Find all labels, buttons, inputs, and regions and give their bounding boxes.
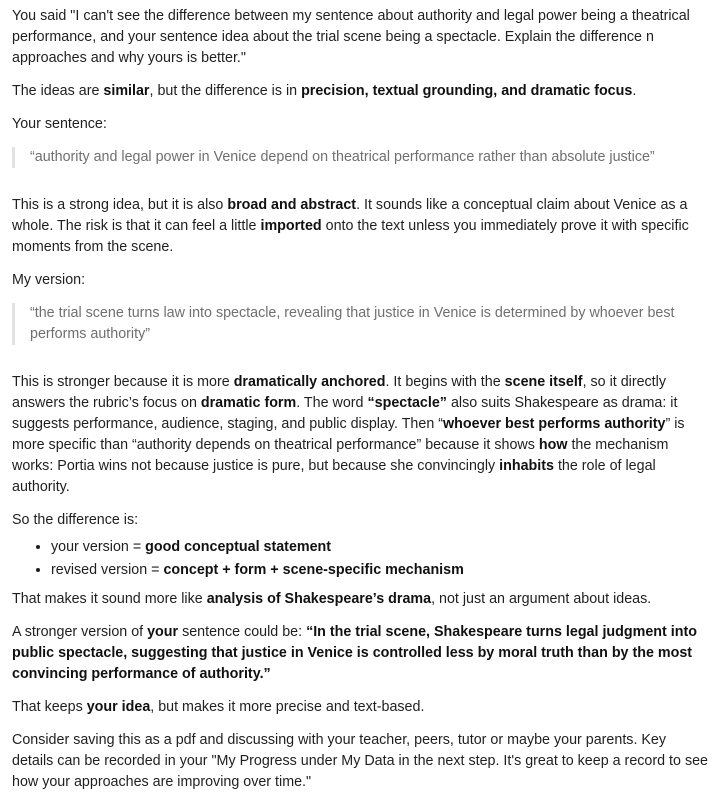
stronger-text: also suits Shakespeare as drama: it suggests performance, audience, staging, and public display. Then “ bbox=[12, 395, 678, 432]
stronger-text: the role of legal authority. bbox=[12, 458, 656, 495]
my-version-quote-text: “the trial scene turns law into spectacle, revealing that justice in Venice is determined by whoever best performs authority” bbox=[30, 305, 675, 342]
stronger-paragraph bbox=[12, 372, 711, 498]
summary-text: . bbox=[632, 83, 637, 99]
summary-bold-focus: precision, textual grounding, and dramatic focus bbox=[301, 83, 633, 99]
stronger-text: . The word bbox=[296, 395, 368, 411]
difference-label: So the difference is: bbox=[12, 512, 139, 528]
list-item bbox=[51, 537, 711, 558]
difference-list bbox=[12, 537, 711, 581]
user-question-recap: You said "I can't see the difference between my sentence about authority and legal power being a theatrical performance, and your sentence idea about the trial scene being a spectacle. Explain the difference n approaches and why yours is better." bbox=[12, 8, 690, 66]
list-item bbox=[51, 560, 711, 581]
summary-text: , but the difference is in bbox=[149, 83, 302, 99]
stronger-text: the mechanism works: Portia wins not because justice is pure, but because she convincingly bbox=[12, 437, 669, 474]
list-item-prefix: revised version = bbox=[51, 562, 164, 578]
stronger-bold: dramatically anchored bbox=[233, 374, 386, 390]
suggestion-text: sentence could be: bbox=[178, 624, 307, 640]
my-version-quote bbox=[12, 303, 711, 345]
your-sentence-quote-text: “authority and legal power in Venice depend on theatrical performance rather than absolute justice” bbox=[30, 149, 655, 165]
stronger-text: ” is more specific than “authority depends on theatrical performance” because it shows bbox=[12, 416, 685, 453]
keeps-text: That keeps bbox=[12, 699, 87, 715]
suggestion-bold: your bbox=[147, 624, 179, 640]
list-item-bold: concept + form + scene-specific mechanism bbox=[163, 562, 464, 578]
stronger-bold: whoever best performs authority bbox=[443, 416, 666, 432]
list-item-bold: good conceptual statement bbox=[145, 539, 332, 555]
stronger-bold: “spectacle” bbox=[367, 395, 447, 411]
your-sentence-quote bbox=[12, 147, 711, 168]
stronger-text: . It begins with the bbox=[385, 374, 505, 390]
stronger-bold: scene itself bbox=[504, 374, 583, 390]
suggested-sentence: “In the trial scene, Shakespeare turns legal judgment into public spectacle, suggesting that justice in Venice is controlled less by moral truth than by the most convincing performance of authority.” bbox=[12, 624, 697, 682]
your-sentence-label: Your sentence: bbox=[12, 116, 107, 132]
critique-paragraph bbox=[12, 195, 711, 258]
keeps-bold: your idea bbox=[86, 699, 151, 715]
closing-paragraph: Consider saving this as a pdf and discussing with your teacher, peers, tutor or maybe your parents. Key details can be recorded in your "My Progress under My Data in the next step. It's great to keep a record to see how your approaches are improving over time." bbox=[12, 732, 709, 790]
stronger-text: , so it directly answers the rubric’s focus on bbox=[12, 374, 666, 411]
suggestion-text: A stronger version of bbox=[12, 624, 148, 640]
critique-text: This is a strong idea, but it is also bbox=[12, 197, 228, 213]
keeps-text: , but makes it more precise and text-based. bbox=[150, 699, 425, 715]
list-item-prefix: your version = bbox=[51, 539, 146, 555]
critique-bold: imported bbox=[260, 218, 322, 234]
summary-paragraph bbox=[12, 81, 711, 102]
summary-bold-similar: similar bbox=[103, 83, 150, 99]
stronger-bold: inhabits bbox=[499, 458, 554, 474]
analysis-text: That makes it sound more like bbox=[12, 591, 207, 607]
critique-text: onto the text unless you immediately prove it with specific moments from the scene. bbox=[12, 218, 689, 255]
analysis-bold: analysis of Shakespeare’s drama bbox=[206, 591, 432, 607]
analysis-paragraph bbox=[12, 589, 711, 610]
stronger-bold: how bbox=[538, 437, 568, 453]
suggestion-paragraph bbox=[12, 622, 711, 685]
analysis-text: , not just an argument about ideas. bbox=[431, 591, 652, 607]
summary-text: The ideas are bbox=[12, 83, 104, 99]
my-version-label: My version: bbox=[12, 272, 86, 288]
stronger-text: This is stronger because it is more bbox=[12, 374, 234, 390]
stronger-bold: dramatic form bbox=[200, 395, 297, 411]
critique-bold: broad and abstract bbox=[227, 197, 357, 213]
keeps-paragraph bbox=[12, 697, 711, 718]
critique-text: . It sounds like a conceptual claim about Venice as a whole. The risk is that it can feel a little bbox=[12, 197, 688, 234]
